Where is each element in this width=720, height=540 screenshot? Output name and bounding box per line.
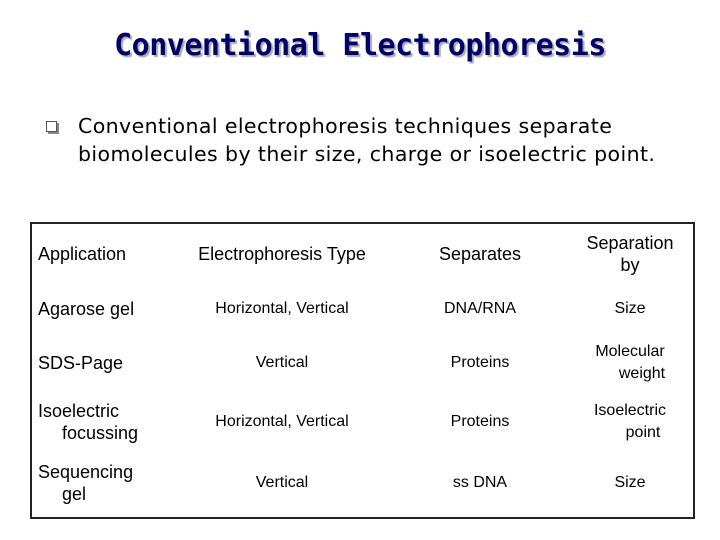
cell-application-line-1: Isoelectric (38, 401, 120, 421)
cell-application (38, 334, 168, 392)
bullet-text-line-2: biomolecules by their size, charge or isoelectric point. (78, 142, 656, 166)
cell-separates: Proteins (450, 413, 510, 430)
electrophoresis-table (30, 222, 695, 519)
table-row (32, 284, 693, 334)
table-row (32, 334, 693, 392)
cell-application-line-2: gel (62, 483, 87, 504)
slide-title: Conventional Electrophoresis (114, 28, 606, 63)
cell-application-text: SDS-Page (38, 353, 124, 373)
header-separation-by-line-2: by (620, 255, 640, 275)
cell-separation-by-line-2: point (625, 424, 661, 441)
cell-application-text: Agarose gel (38, 299, 135, 319)
cell-type: Horizontal, Vertical (215, 300, 349, 317)
cell-separation-by (562, 392, 698, 452)
cell-separation-by-line-1: Molecular (595, 343, 665, 360)
table-header-row (32, 224, 693, 284)
cell-separates: Proteins (450, 354, 510, 371)
cell-application-line-2: focussing (62, 423, 139, 443)
table-row (32, 452, 693, 513)
cell-separates: DNA/RNA (443, 300, 516, 317)
cell-separation-by: Size (614, 300, 646, 317)
cell-type: Vertical (255, 354, 309, 371)
cell-separation-by-line-1: Isoelectric (593, 402, 667, 419)
bullet-text (78, 112, 706, 168)
cell-application (38, 284, 168, 334)
cell-separates: ss DNA (452, 473, 508, 491)
cell-type: Vertical (255, 473, 309, 491)
header-separation-by (562, 224, 698, 284)
cell-application (38, 392, 168, 452)
square-bullet-icon (46, 121, 57, 132)
header-separates: Separates (438, 244, 522, 264)
header-electrophoresis-type: Electrophoresis Type (198, 244, 366, 264)
header-separation-by-line-1: Separation (586, 233, 674, 253)
table-row (32, 392, 693, 452)
cell-application (38, 452, 168, 513)
cell-separation-by (562, 334, 698, 392)
header-application: Application (38, 244, 127, 264)
cell-separation-by: Size (614, 473, 646, 491)
cell-application-line-1: Sequencing (38, 461, 134, 482)
cell-separation-by-line-2: weight (618, 365, 666, 382)
cell-type: Horizontal, Vertical (215, 413, 349, 430)
bullet-text-line-1: Conventional electrophoresis techniques separate (78, 114, 613, 138)
